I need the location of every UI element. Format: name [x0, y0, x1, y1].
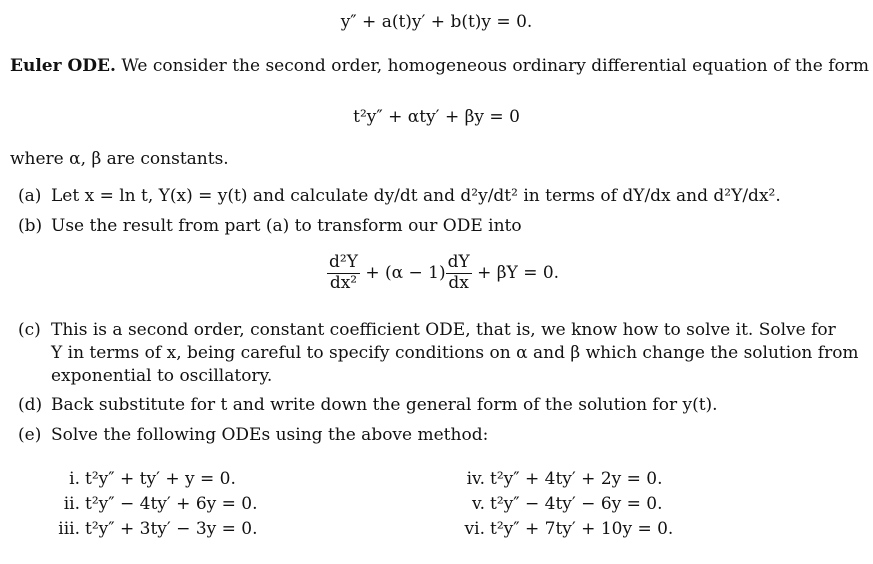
part-label: (c) — [18, 320, 41, 340]
ode-item-iv — [450, 469, 663, 489]
ode-label: i. — [69, 469, 80, 489]
ode-equation: t²y″ + 7ty′ + 10y = 0. — [490, 519, 674, 539]
part-text: Solve the following ODEs using the above method: — [51, 425, 489, 445]
part-text-line: This is a second order, constant coefficient ODE, that is, we know how to solve it. Solve for — [51, 320, 836, 340]
ode-label: iii. — [58, 519, 80, 539]
part-d — [18, 395, 718, 415]
ode-item-vi — [450, 519, 673, 539]
part-label: (b) — [18, 216, 43, 236]
fraction-second-derivative — [327, 254, 360, 293]
intro-text: We consider the second order, homogeneous ordinary differential equation of the form — [121, 56, 869, 76]
equation-transformed — [327, 254, 559, 293]
part-label: (d) — [18, 395, 43, 415]
equation-tail: + βY = 0. — [471, 263, 560, 284]
part-b — [18, 216, 522, 236]
fraction-first-derivative — [446, 254, 472, 293]
ode-equation: t²y″ + 4ty′ + 2y = 0. — [490, 469, 663, 489]
ode-label: ii. — [63, 494, 80, 514]
equation-general: y″ + a(t)y′ + b(t)y = 0. — [340, 12, 533, 32]
ode-label: iv. — [466, 469, 485, 489]
part-text-line: exponential to oscillatory. — [51, 366, 273, 386]
equation-middle: + (α − 1) — [359, 263, 446, 284]
ode-equation: t²y″ + ty′ + y = 0. — [85, 469, 236, 489]
intro-paragraph — [10, 56, 869, 76]
ode-label: v. — [472, 494, 485, 514]
ode-item-i — [52, 469, 236, 489]
ode-item-ii — [52, 494, 258, 514]
part-text: Let x = ln t, Y(x) = y(t) and calculate dy/dt and d²y/dt² in terms of dY/dx and d²Y/dx². — [51, 186, 781, 206]
ode-label: vi. — [464, 519, 485, 539]
part-label: (a) — [18, 186, 42, 206]
part-text-line: Y in terms of x, being careful to specify conditions on α and β which change the solution from — [51, 343, 859, 363]
ode-equation: t²y″ − 4ty′ + 6y = 0. — [85, 494, 258, 514]
part-label: (e) — [18, 425, 42, 445]
fraction-numerator: dY — [447, 252, 470, 272]
ode-item-iii — [52, 519, 258, 539]
part-c — [18, 320, 836, 340]
fraction-denominator: dx — [448, 272, 469, 293]
fraction-denominator: dx² — [329, 272, 358, 293]
ode-equation: t²y″ − 4ty′ − 6y = 0. — [490, 494, 663, 514]
where-text: where α, β are constants. — [10, 149, 229, 169]
part-e — [18, 425, 488, 445]
section-title: Euler ODE. — [10, 56, 116, 76]
part-text: Use the result from part (a) to transform our ODE into — [51, 216, 522, 236]
ode-equation: t²y″ + 3ty′ − 3y = 0. — [85, 519, 258, 539]
equation-euler: t²y″ + αty′ + βy = 0 — [353, 107, 520, 127]
fraction-numerator: d²Y — [329, 252, 358, 272]
ode-item-v — [450, 494, 663, 514]
part-text: Back substitute for t and write down the general form of the solution for y(t). — [51, 395, 718, 415]
part-a — [18, 186, 781, 206]
